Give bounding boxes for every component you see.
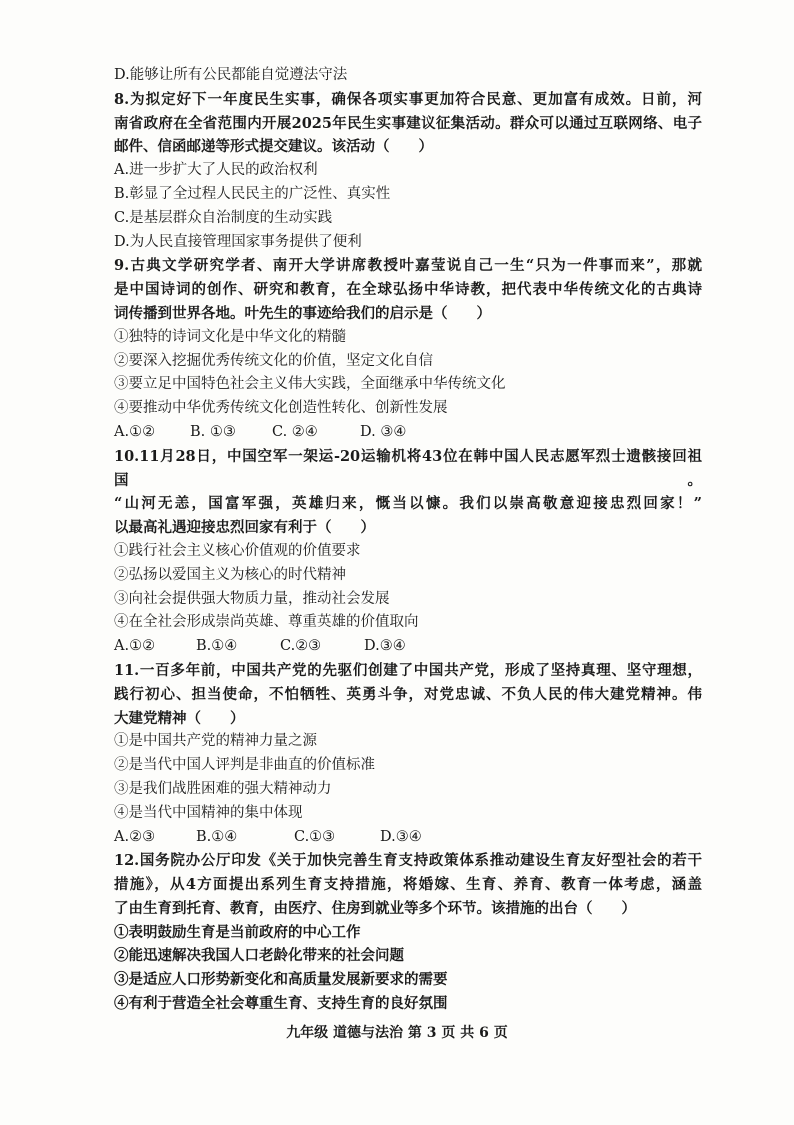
questions-area bbox=[114, 64, 702, 1016]
q8-option-c: C.是基层群众自治制度的生动实践 bbox=[114, 209, 333, 226]
q7-option-d: D.能够让所有公民都能自觉遵法守法 bbox=[114, 67, 348, 83]
q11-choices bbox=[114, 826, 702, 850]
q8-stem-line-2: 南省政府在全省范围内开展2025年民生实事建议征集活动。群众可以通过互联网络、电子 bbox=[114, 114, 702, 132]
q12-statement-2: ②能迅速解决我国人口老龄化带来的社会问题 bbox=[114, 947, 404, 965]
q8-stem-line-3: 邮件、信函邮递等形式提交建议。该活动（ ） bbox=[114, 138, 433, 156]
q11-choice-d: D.③④ bbox=[380, 828, 422, 845]
q11-stem-line-3: 大建党精神（ ） bbox=[114, 709, 245, 727]
q10-choice-b: B.①④ bbox=[196, 638, 238, 655]
q9-choice-a: A.①② bbox=[114, 423, 156, 440]
q9-statement-3: ③要立足中国特色社会主义伟大实践，全面继承中华传统文化 bbox=[114, 376, 506, 393]
q10-choice-d: D.③④ bbox=[364, 638, 406, 655]
q8-stem-line-1: 8.为拟定好下一年度民生实事，确保各项实事更加符合民意、更加富有成效。日前，河 bbox=[114, 90, 702, 108]
q10-statement-3: ③向社会提供强大物质力量，推动社会发展 bbox=[114, 590, 390, 607]
q11-statement-4: ④是当代中国精神的集中体现 bbox=[114, 804, 303, 821]
q9-choice-b: B. ①③ bbox=[190, 423, 236, 440]
q10-choices bbox=[114, 635, 702, 659]
q11-statement-1: ①是中国共产党的精神力量之源 bbox=[114, 733, 317, 750]
q10-statement-2: ②弘扬以爱国主义为核心的时代精神 bbox=[114, 566, 346, 583]
q9-statement-2: ②要深入挖掘优秀传统文化的价值，坚定文化自信 bbox=[114, 352, 433, 369]
q9-choice-d: D. ③④ bbox=[360, 423, 407, 440]
q10-stem-line-1: 10.11月28日，中国空军一架运-20运输机将43位在韩中国人民志愿军烈士遗骸接回祖国。 bbox=[114, 447, 702, 489]
q9-choices bbox=[114, 421, 702, 445]
q11-choice-b: B.①④ bbox=[196, 828, 238, 845]
q12-statement-3: ③是适应人口形势新变化和高质量发展新要求的需要 bbox=[114, 971, 448, 989]
q11-choice-a: A.②③ bbox=[114, 828, 156, 845]
q12-statement-4: ④有利于营造全社会尊重生育、支持生育的良好氛围 bbox=[114, 995, 448, 1013]
q9-choice-c: C. ②④ bbox=[272, 423, 318, 440]
q11-stem-line-2: 践行初心、担当使命，不怕牺牲、英勇斗争，对党忠诚、不负人民的伟大建党精神。伟 bbox=[114, 685, 702, 703]
q9-statement-4: ④要推动中华优秀传统文化创造性转化、创新性发展 bbox=[114, 400, 448, 417]
q8-option-b: B.彰显了全过程人民民主的广泛性、真实性 bbox=[114, 185, 391, 202]
q11-statement-2: ②是当代中国人评判是非曲直的价值标准 bbox=[114, 757, 375, 774]
q10-choice-a: A.①② bbox=[114, 638, 156, 655]
q10-choice-c: C.②③ bbox=[280, 638, 322, 655]
q8-option-a: A.进一步扩大了人民的政治权利 bbox=[114, 162, 318, 179]
q10-stem-line-2: “山河无恙，国富军强，英雄归来，慨当以慷。我们以崇高敬意迎接忠烈回家！” bbox=[114, 495, 702, 513]
page-footer: 九年级 道德与法治 第 3 页 共 6 页 bbox=[286, 1025, 508, 1041]
q9-stem-line-2: 是中国诗词的创作、研究和教育，在全球弘扬中华诗教，把代表中华传统文化的古典诗 bbox=[114, 281, 702, 299]
q10-stem-line-3: 以最高礼遇迎接忠烈回家有利于（ ） bbox=[114, 519, 375, 537]
q9-stem-line-1: 9.古典文学研究学者、南开大学讲席教授叶嘉莹说自己一生“只为一件事而来”，那就 bbox=[114, 257, 702, 275]
q9-statement-1: ①独特的诗词文化是中华文化的精髓 bbox=[114, 328, 346, 345]
q11-choice-c: C.①③ bbox=[294, 828, 336, 845]
q10-statement-4: ④在全社会形成崇尚英雄、尊重英雄的价值取向 bbox=[114, 614, 419, 631]
q12-stem-line-3: 了由生育到托育、教育，由医疗、住房到就业等多个环节。该措施的出台（ ） bbox=[114, 899, 636, 917]
q11-stem-line-1: 11.一百多年前，中国共产党的先驱们创建了中国共产党，形成了坚持真理、坚守理想， bbox=[114, 661, 702, 679]
q12-statement-1: ①表明鼓励生育是当前政府的中心工作 bbox=[114, 923, 361, 941]
q12-stem-line-2: 措施》，从4方面提出系列生育支持措施，将婚嫁、生育、养育、教育一体考虑，涵盖 bbox=[114, 876, 702, 894]
q11-statement-3: ③是我们战胜困难的强大精神动力 bbox=[114, 780, 332, 797]
q10-statement-1: ①践行社会主义核心价值观的价值要求 bbox=[114, 542, 361, 559]
q12-stem-line-1: 12.国务院办公厅印发《关于加快完善生育支持政策体系推动建设生育友好型社会的若干 bbox=[114, 852, 702, 870]
q9-stem-line-3: 词传播到世界各地。叶先生的事迹给我们的启示是（ ） bbox=[114, 304, 491, 322]
q8-option-d: D.为人民直接管理国家事务提供了便利 bbox=[114, 233, 362, 250]
